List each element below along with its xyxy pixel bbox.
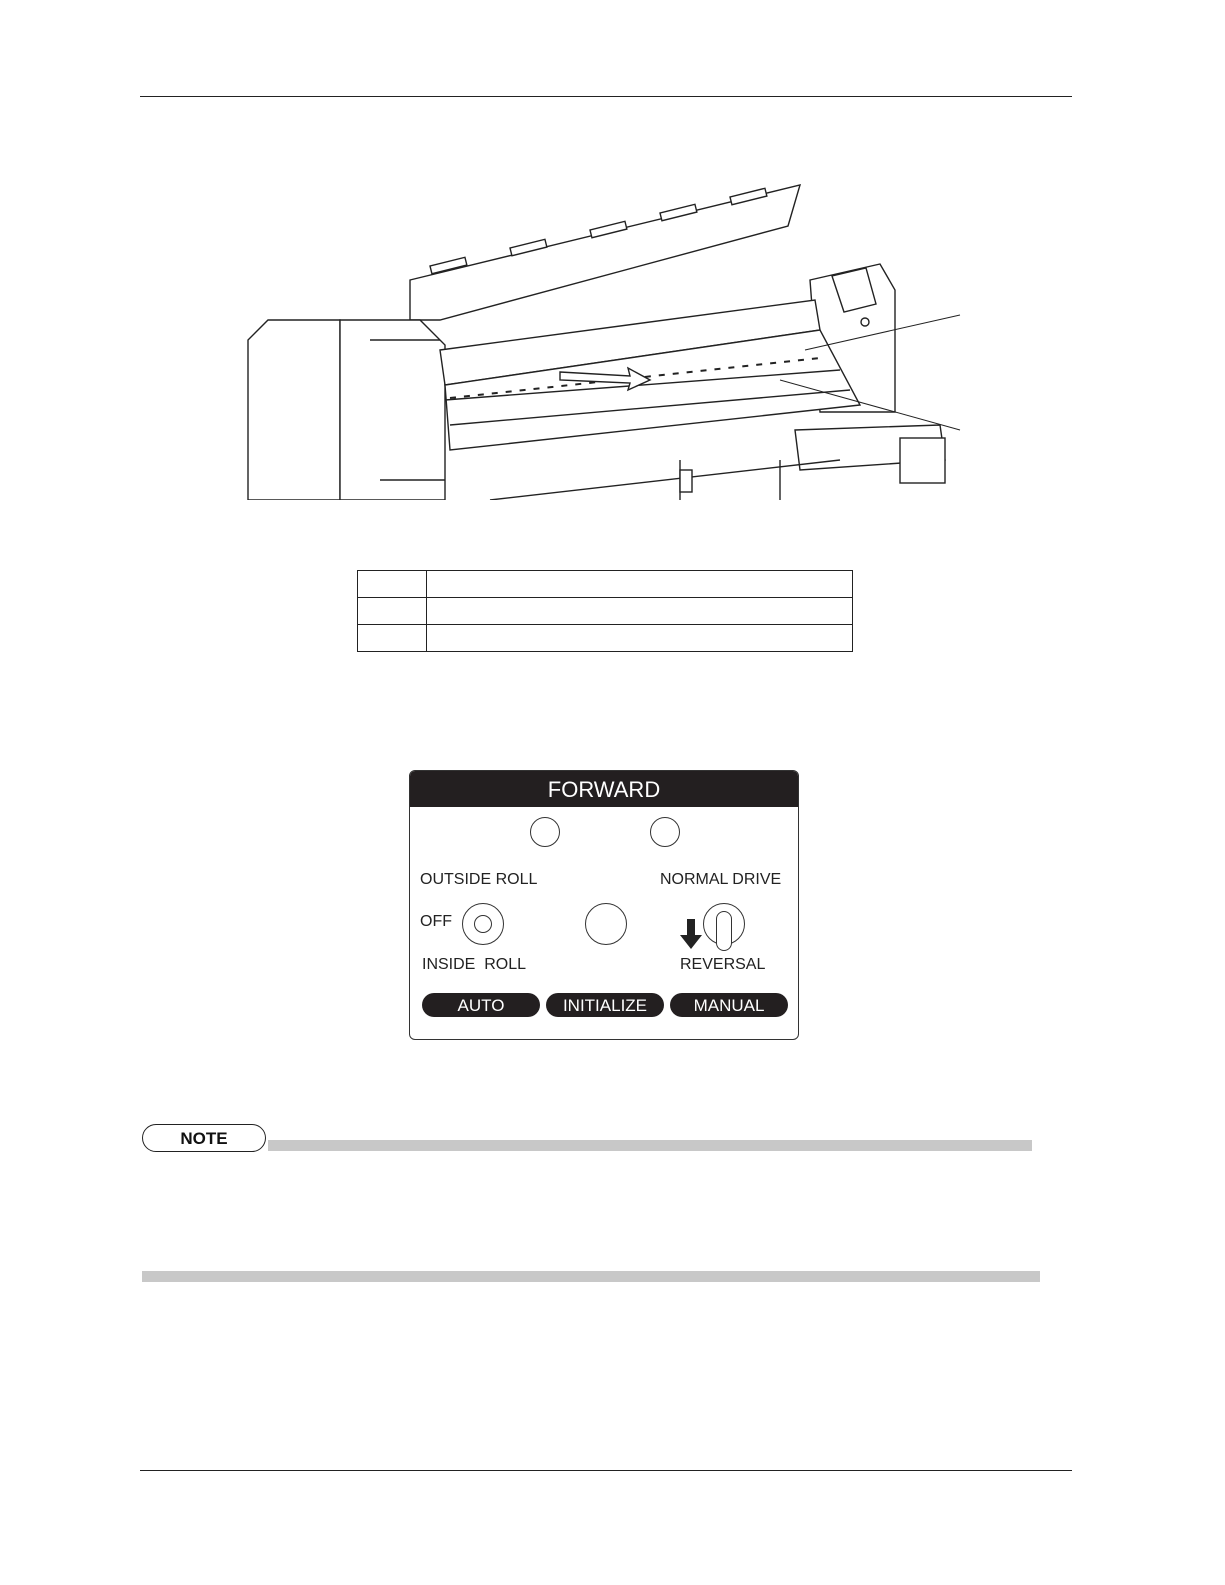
- table-row: [358, 571, 853, 598]
- reversal-label: REVERSAL: [680, 956, 766, 973]
- note-label: NOTE: [142, 1124, 266, 1152]
- roll-selector-center: [474, 915, 492, 933]
- table-row: [358, 625, 853, 652]
- row-description: [427, 625, 853, 652]
- toggle-lever: [716, 911, 732, 951]
- indicator-lamp-left: [530, 817, 560, 847]
- initialize-push-button[interactable]: [585, 903, 627, 945]
- auto-label: AUTO: [422, 993, 540, 1017]
- row-number: [358, 571, 427, 598]
- normal-drive-label: NORMAL DRIVE: [660, 871, 782, 888]
- off-label: OFF: [420, 913, 452, 930]
- takeup-control-panel: [409, 770, 799, 1040]
- indicator-lamp-right: [650, 817, 680, 847]
- legend-table: [357, 570, 853, 652]
- outside-roll-label: OUTSIDE ROLL: [420, 871, 538, 888]
- table-row: [358, 598, 853, 625]
- inside-roll-label: INSIDE ROLL: [422, 956, 527, 973]
- row-number: [358, 625, 427, 652]
- manual-label: MANUAL: [670, 993, 788, 1017]
- row-description: [427, 571, 853, 598]
- footer-rule: [140, 1470, 1072, 1471]
- arrow-down-icon: [680, 919, 702, 951]
- row-description: [427, 598, 853, 625]
- initialize-label: INITIALIZE: [546, 993, 664, 1017]
- note-top-bar: [268, 1140, 1032, 1151]
- header-rule: [140, 96, 1072, 97]
- note-bottom-bar: [142, 1271, 1040, 1282]
- row-number: [358, 598, 427, 625]
- panel-title: FORWARD: [410, 771, 798, 807]
- printer-illustration: [240, 180, 970, 500]
